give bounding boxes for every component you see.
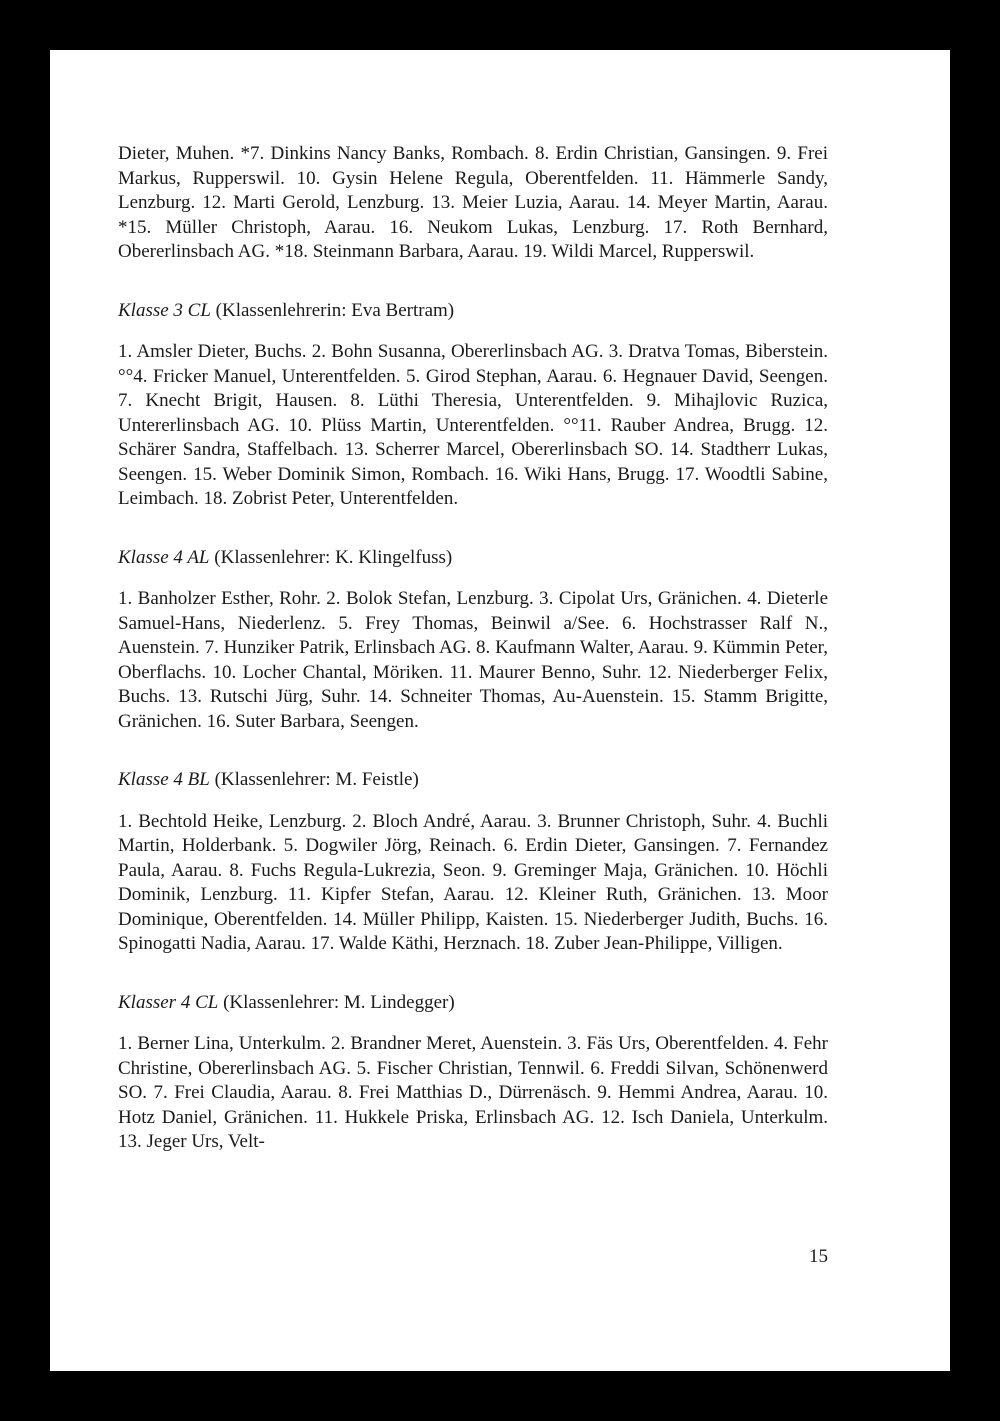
- class-heading-3cl: [118, 299, 828, 324]
- page-number: 15: [809, 1246, 828, 1267]
- class-heading-4bl: [118, 768, 828, 793]
- student-list-4bl: 1. Bechtold Heike, Lenzburg. 2. Bloch André, Aarau. 3. Brunner Christoph, Suhr. 4. Buchli Martin, Holderbank. 5. Dogwiler Jörg, Reinach. 6. Erdin Dieter, Gansingen. 7. Fernandez Paula, Aarau. 8. Fuchs Regula-Lukrezia, Seon. 9. Greminger Maja, Gränichen. 10. Höchli Dominik, Lenzburg. 11. Kipfer Stefan, Aarau. 12. Kleiner Ruth, Gränichen. 13. Moor Dominique, Oberentfelden. 14. Müller Philipp, Kaisten. 15. Niederberger Judith, Buchs. 16. Spinogatti Nadia, Aarau. 17. Walde Käthi, Herznach. 18. Zuber Jean-Philippe, Villigen.: [118, 810, 828, 954]
- class-name: Klasser 4 CL: [118, 991, 219, 1013]
- student-list-3cl: 1. Amsler Dieter, Buchs. 2. Bohn Susanna, Obererlinsbach AG. 3. Dratva Tomas, Biberstein. °°4. Fricker Manuel, Unterentfelden. 5. Girod Stephan, Aarau. 6. Hegnauer David, Seengen. 7. Knecht Brigit, Hausen. 8. Lüthi Theresia, Unterentfelden. 9. Mihajlovic Ruzica, Untererlinsbach AG. 10. Plüss Martin, Unterentfelden. °°11. Rauber Andrea, Brugg. 12. Schärer Sandra, Staffelbach. 13. Scherrer Marcel, Obererlinsbach SO. 14. Stadtherr Lukas, Seengen. 15. Weber Dominik Simon, Rombach. 16. Wiki Hans, Brugg. 17. Woodtli Sabine, Leimbach. 18. Zobrist Peter, Unterentfelden.: [118, 341, 828, 509]
- class-name: Klasse 4 BL: [118, 769, 210, 790]
- student-list-4cl: 1. Berner Lina, Unterkulm. 2. Brandner Meret, Auenstein. 3. Fäs Urs, Oberentfelden. 4. Fehr Christine, Obererlinsbach AG. 5. Fischer Christian, Tennwil. 6. Freddi Silvan, Schönenwerd SO. 7. Frei Claudia, Aarau. 8. Frei Matthias D., Dürrenäsch. 9. Hemmi Andrea, Aarau. 10. Hotz Daniel, Gränichen. 11. Hukkele Priska, Erlinsbach AG. 12. Isch Daniela, Unterkulm. 13. Jeger Urs, Velt-: [118, 1033, 828, 1152]
- document-page: [50, 50, 950, 1371]
- class-teacher: (Klassenlehrer: K. Klingelfuss): [214, 546, 453, 568]
- class-name: Klasse 3 CL: [118, 299, 211, 321]
- class-teacher: (Klassenlehrer: M. Lindegger): [223, 991, 455, 1013]
- text-block: [118, 142, 828, 1155]
- class-teacher: (Klassenlehrer: M. Feistle): [214, 769, 419, 790]
- intro-paragraph: Dieter, Muhen. *7. Dinkins Nancy Banks, Rombach. 8. Erdin Christian, Gansingen. 9. Frei Markus, Rupperswil. 10. Gysin Helene Regula, Oberentfelden. 11. Hämmerle Sandy, Lenzburg. 12. Marti Gerold, Lenzburg. 13. Meier Luzia, Aarau. 14. Meyer Martin, Aarau. *15. Müller Christoph, Aarau. 16. Neukom Lukas, Lenzburg. 17. Roth Bernhard, Obererlinsbach AG. *18. Steinmann Barbara, Aarau. 19. Wildi Marcel, Rupperswil.: [118, 143, 828, 262]
- student-list-4al: 1. Banholzer Esther, Rohr. 2. Bolok Stefan, Lenzburg. 3. Cipolat Urs, Gränichen. 4. Dieterle Samuel-Hans, Niederlenz. 5. Frey Thomas, Beinwil a/See. 6. Hochstrasser Ralf N., Auenstein. 7. Hunziker Patrik, Erlinsbach AG. 8. Kaufmann Walter, Aarau. 9. Kümmin Peter, Oberflachs. 10. Locher Chantal, Möriken. 11. Maurer Benno, Suhr. 12. Niederberger Felix, Buchs. 13. Rutschi Jürg, Suhr. 14. Schneiter Thomas, Au-Auenstein. 15. Stamm Brigitte, Gränichen. 16. Suter Barbara, Seengen.: [118, 588, 828, 732]
- class-heading-4al: [118, 546, 828, 571]
- class-heading-4cl: [118, 991, 828, 1016]
- class-teacher: (Klassenlehrerin: Eva Bertram): [215, 299, 455, 321]
- class-name: Klasse 4 AL: [118, 546, 210, 568]
